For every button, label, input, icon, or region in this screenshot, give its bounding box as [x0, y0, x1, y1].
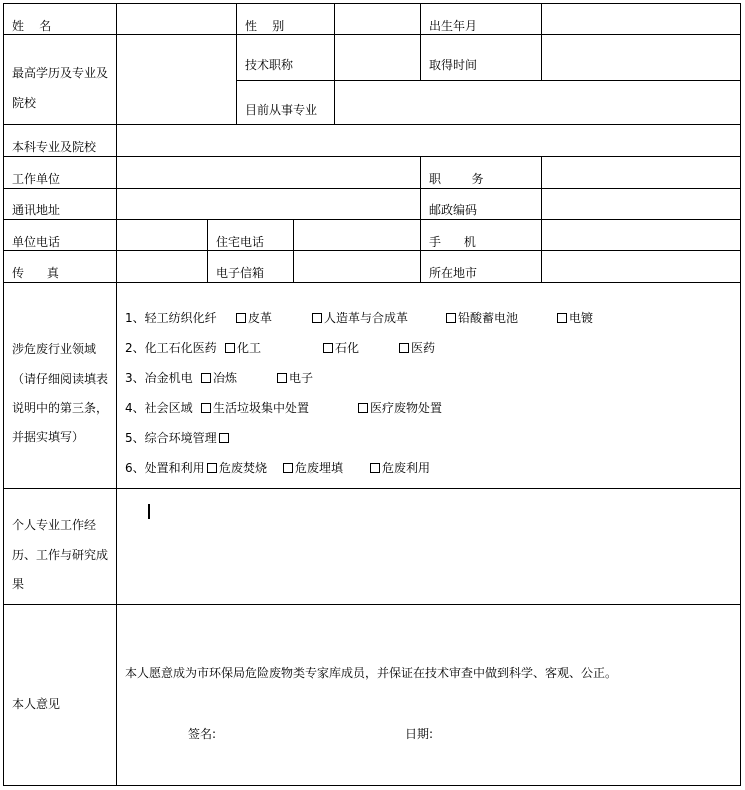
row-line	[3, 282, 741, 283]
checkbox-icon[interactable]	[283, 463, 293, 473]
text-cursor-icon	[148, 504, 150, 519]
degree-field[interactable]	[117, 35, 235, 124]
checkbox-icon[interactable]	[312, 313, 322, 323]
option-label: 皮革	[248, 311, 273, 325]
field-label-line4: 并据实填写）	[12, 430, 85, 444]
industry-3-prefix: 3、冶金机电	[125, 371, 193, 385]
email-field[interactable]	[294, 251, 420, 282]
option-electronics[interactable]	[277, 371, 313, 385]
fax-label: 传 真	[12, 266, 59, 280]
option-label: 危废埋填	[295, 461, 344, 475]
fax-field[interactable]	[117, 251, 207, 282]
address-field[interactable]	[117, 189, 420, 219]
current-major-field[interactable]	[335, 81, 740, 124]
option-label: 化工	[237, 341, 262, 355]
field-label-line3: 说明中的第三条，	[12, 401, 109, 415]
experience-label-line2: 历、工作与研究成	[12, 548, 109, 562]
location-label: 所在地市	[429, 266, 478, 280]
obtain-time-field[interactable]	[542, 35, 740, 80]
checkbox-icon[interactable]	[399, 343, 409, 353]
birth-label: 出生年月	[429, 19, 478, 33]
industry-5-prefix: 5、综合环境管理	[125, 431, 217, 445]
date-field[interactable]	[440, 722, 600, 744]
table-border-left	[3, 3, 4, 786]
degree-label-line1: 最高学历及专业及	[12, 66, 109, 80]
name-label: 姓 名	[12, 19, 52, 33]
checkbox-icon[interactable]	[323, 343, 333, 353]
postcode-label: 邮政编码	[429, 203, 478, 217]
home-phone-field[interactable]	[294, 220, 420, 250]
checkbox-icon[interactable]	[207, 463, 217, 473]
current-major-label: 目前从事专业	[245, 103, 318, 117]
mobile-field[interactable]	[542, 220, 740, 250]
industry-6-prefix: 6、处置和利用	[125, 461, 205, 475]
option-label: 石化	[335, 341, 360, 355]
option-label: 人造革与合成革	[324, 311, 409, 325]
option-utilization[interactable]	[370, 461, 430, 475]
option-medical-waste[interactable]	[358, 401, 442, 415]
gender-label: 性 别	[245, 19, 285, 33]
checkbox-icon[interactable]	[225, 343, 235, 353]
option-label: 医药	[411, 341, 436, 355]
gender-field[interactable]	[335, 4, 419, 34]
signature-field[interactable]	[222, 722, 382, 744]
col-line	[420, 156, 421, 283]
work-phone-field[interactable]	[117, 220, 207, 250]
option-label: 铅酸蓄电池	[458, 311, 519, 325]
field-label-line1: 涉危废行业领域	[12, 342, 97, 356]
col-line	[207, 219, 208, 283]
option-leather[interactable]	[236, 311, 272, 325]
option-incineration[interactable]	[207, 461, 267, 475]
option-label: 危废焚烧	[219, 461, 268, 475]
checkbox-icon[interactable]	[277, 373, 287, 383]
experience-field[interactable]	[117, 489, 740, 604]
position-field[interactable]	[542, 157, 740, 188]
industry-1-prefix: 1、轻工纺织化纤	[125, 311, 217, 325]
option-label: 电镀	[569, 311, 594, 325]
option-landfill[interactable]	[283, 461, 343, 475]
employer-label: 工作单位	[12, 172, 61, 186]
location-field[interactable]	[542, 251, 740, 282]
degree-label-line2: 院校	[12, 96, 37, 110]
option-electroplating[interactable]	[557, 311, 593, 325]
checkbox-icon[interactable]	[557, 313, 567, 323]
industry-2-prefix: 2、化工石化医药	[125, 341, 217, 355]
col-line	[420, 3, 421, 81]
birth-field[interactable]	[542, 4, 740, 34]
work-phone-label: 单位电话	[12, 235, 61, 249]
checkbox-icon[interactable]	[446, 313, 456, 323]
postcode-field[interactable]	[542, 189, 740, 219]
employer-field[interactable]	[117, 157, 420, 188]
field-label-line2: （请仔细阅读填表	[12, 372, 109, 386]
option-label: 电子	[289, 371, 314, 385]
option-pharmaceutical[interactable]	[399, 341, 435, 355]
col-line	[236, 3, 237, 125]
position-label: 职 务	[429, 172, 484, 186]
checkbox-icon[interactable]	[201, 373, 211, 383]
experience-label-line1: 个人专业工作经	[12, 518, 97, 532]
home-phone-label: 住宅电话	[216, 235, 265, 249]
option-smelting[interactable]	[201, 371, 237, 385]
table-border-right	[740, 3, 741, 786]
option-label: 生活垃圾集中处置	[213, 401, 310, 415]
undergrad-field[interactable]	[117, 125, 740, 156]
option-petrochemical[interactable]	[323, 341, 359, 355]
date-label: 日期:	[405, 727, 434, 741]
title-label: 技术职称	[245, 58, 294, 72]
checkbox-icon[interactable]	[358, 403, 368, 413]
option-environmental-management[interactable]	[219, 431, 231, 445]
option-label: 冶炼	[213, 371, 238, 385]
option-label: 医疗废物处置	[370, 401, 443, 415]
option-label: 危废利用	[382, 461, 431, 475]
opinion-label: 本人意见	[12, 697, 61, 711]
name-field[interactable]	[117, 4, 235, 34]
option-synthetic-leather[interactable]	[312, 311, 408, 325]
option-domestic-waste[interactable]	[201, 401, 309, 415]
obtain-time-label: 取得时间	[429, 58, 478, 72]
row-line	[3, 604, 741, 605]
checkbox-icon[interactable]	[370, 463, 380, 473]
checkbox-icon[interactable]	[236, 313, 246, 323]
opinion-statement: 本人愿意成为市环保局危险废物类专家库成员，并保证在技术审查中做到科学、客观、公正。	[125, 666, 618, 680]
title-field[interactable]	[335, 35, 419, 80]
mobile-label: 手 机	[429, 235, 476, 249]
checkbox-icon[interactable]	[201, 403, 211, 413]
email-label: 电子信箱	[216, 266, 265, 280]
undergrad-label: 本科专业及院校	[12, 140, 97, 154]
experience-label-line3: 果	[12, 577, 25, 591]
option-lead-acid-battery[interactable]	[446, 311, 518, 325]
checkbox-icon[interactable]	[219, 433, 229, 443]
signature-label: 签名:	[188, 727, 217, 741]
option-chemical[interactable]	[225, 341, 261, 355]
table-border-bottom	[3, 785, 741, 786]
address-label: 通讯地址	[12, 203, 61, 217]
industry-4-prefix: 4、社会区域	[125, 401, 193, 415]
